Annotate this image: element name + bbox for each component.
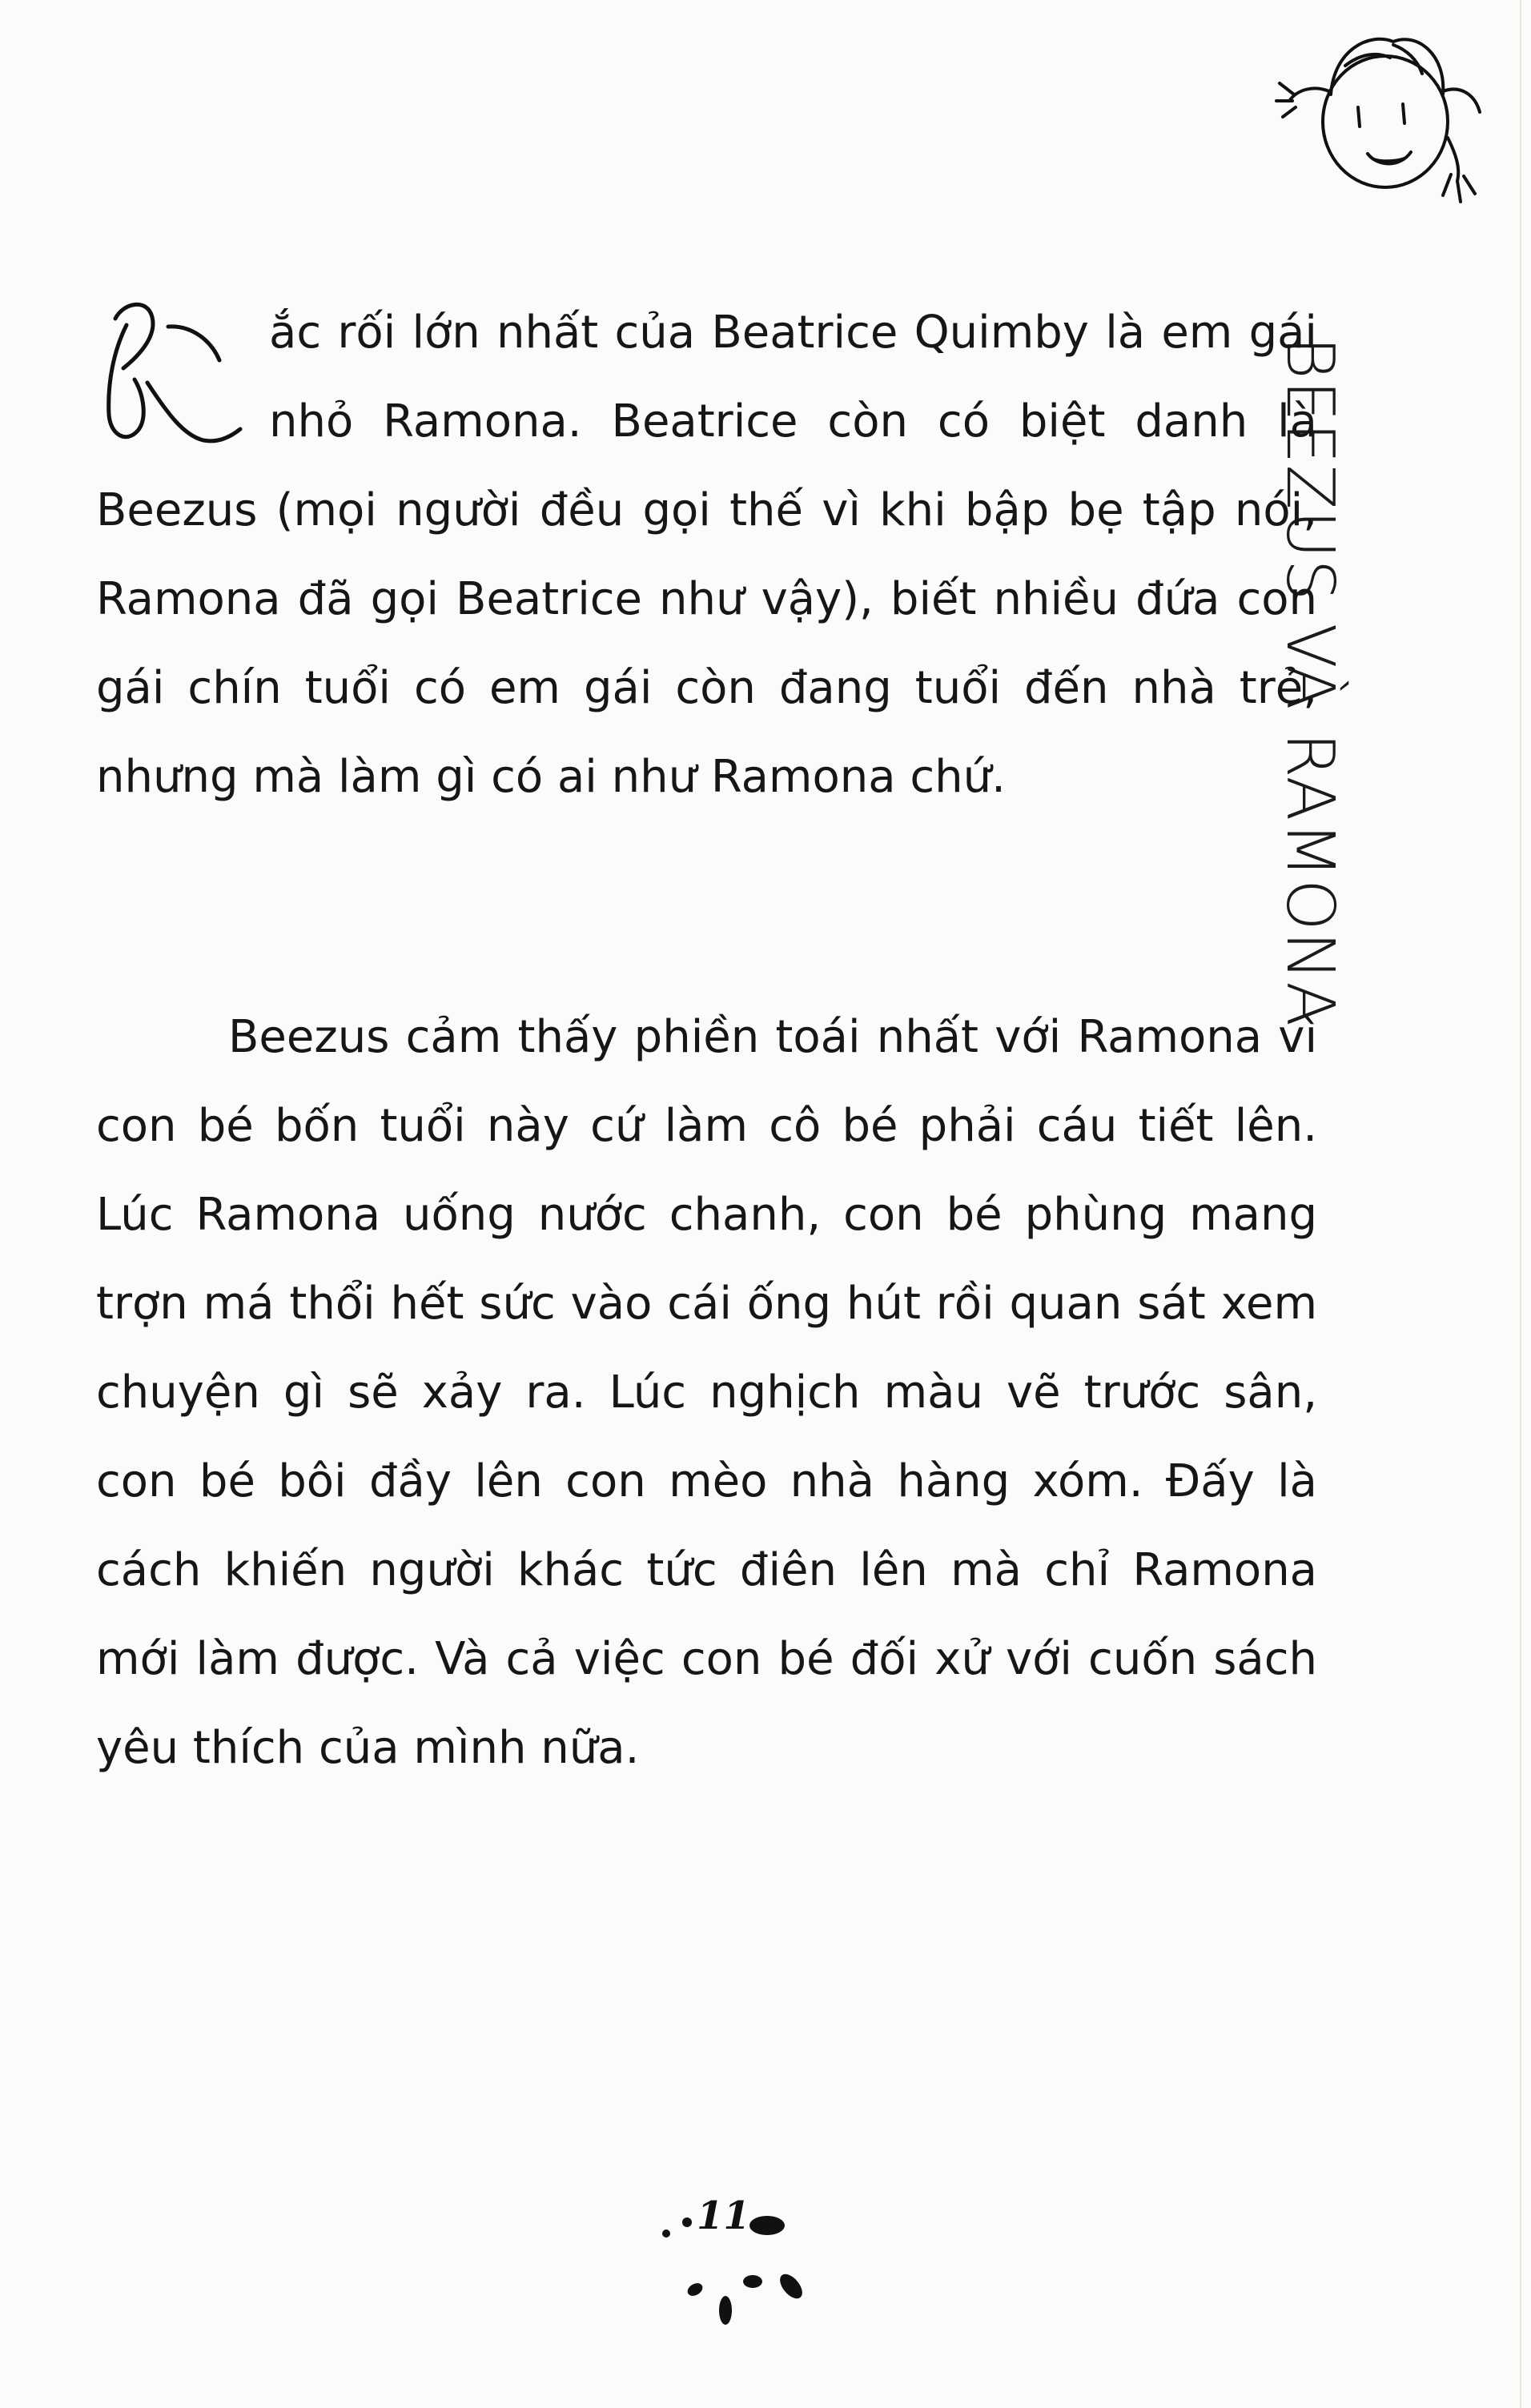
dropcap-letter	[91, 295, 251, 451]
page-footer	[649, 2193, 809, 2338]
page-number: 11	[697, 2193, 750, 2238]
girl-face-illustration-icon	[1265, 18, 1489, 210]
paragraph-1-text: ắc rối lớn nhất của Beatrice Quimby là em gái nhỏ Ramona. Beatrice còn có biệt danh là Beezus (mọi người đều gọi thế vì khi bập bẹ tập nói, Ramona đã gọi Beatrice như vậy), biết nhiều đứa con gái chín tuổi có em gái còn đang tuổi đến nhà trẻ, nhưng mà làm gì có ai như Ramona chứ.	[96, 307, 1317, 803]
paragraph-2	[96, 993, 1317, 1792]
paragraph-1	[96, 288, 1317, 821]
dropcap-r-glyph	[91, 295, 251, 451]
page-edge	[1520, 0, 1521, 2408]
paragraph-2-text: Beezus cảm thấy phiền toái nhất với Ramona vì con bé bốn tuổi này cứ làm cô bé phải cáu tiết lên. Lúc Ramona uống nước chanh, con bé phùng mang trợn má thổi hết sức vào cái ống hút rồi quan sát xem chuyện gì sẽ xảy ra. Lúc nghịch màu vẽ trước sân, con bé bôi đầy lên con mèo nhà hàng xóm. Đấy là cách khiến người khác tức điên lên mà chỉ Ramona mới làm được. Và cả việc con bé đối xử với cuốn sách yêu thích của mình nữa.	[96, 1011, 1317, 1774]
side-book-title: BEEZUS VÀ RAMONA	[1272, 336, 1348, 1028]
